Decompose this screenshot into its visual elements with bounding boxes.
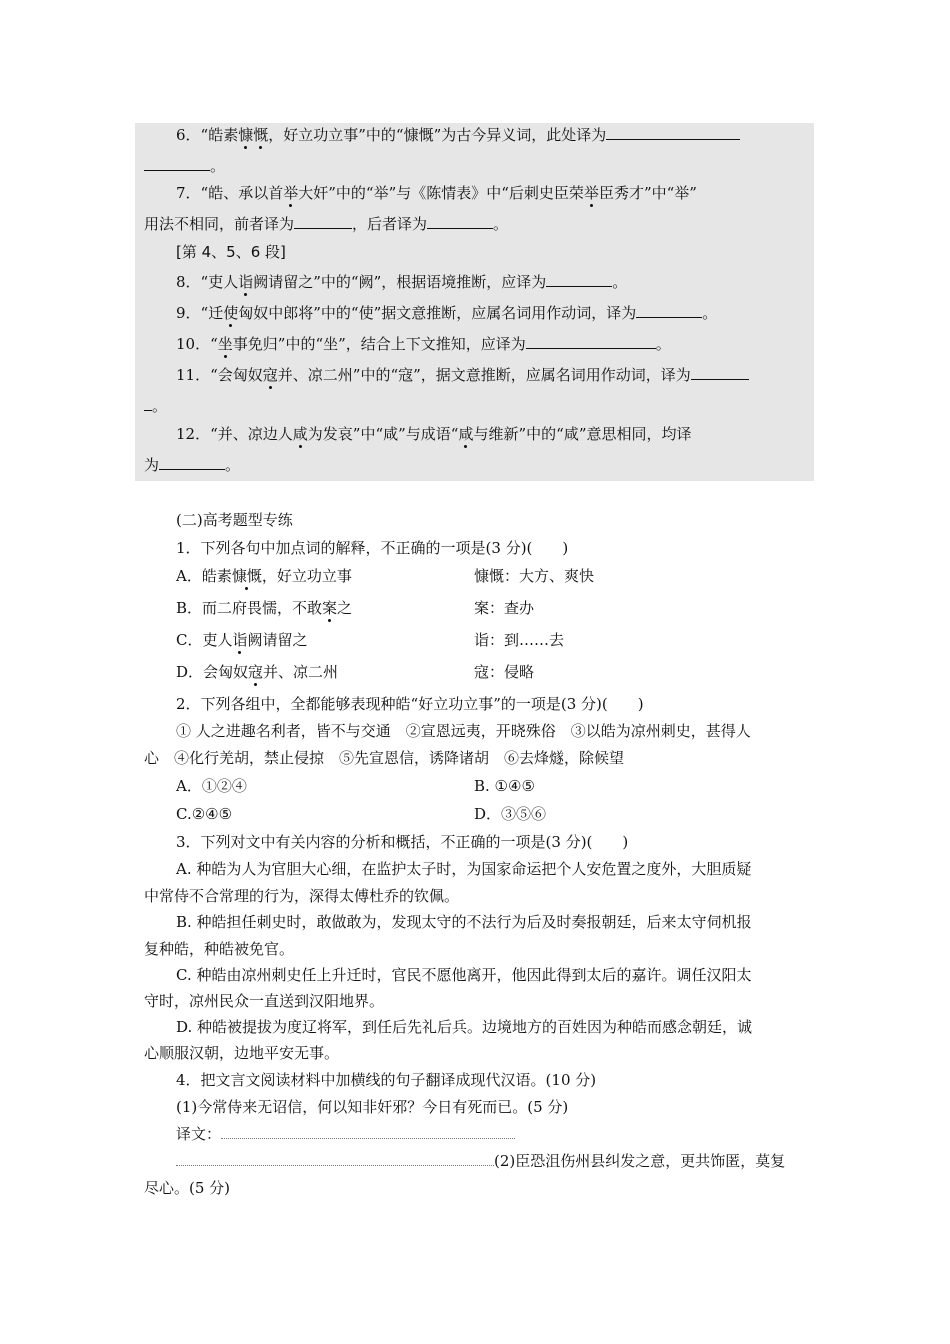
translation-answer-line[interactable] [176, 1151, 494, 1166]
answer-blank[interactable] [526, 333, 656, 349]
exam-question-3-stem: 3．下列对文中有关内容的分析和概括，不正确的一项是(3 分)( ) [176, 833, 629, 851]
exam-q3-option-c-line2[interactable]: 守时，凉州民众一直送到汉阳地界。 [144, 992, 385, 1010]
vocab-question-7: 7．“皓、承以首举大奸”中的“举”与《陈情表》中“后刺史臣荣举臣秀才”中“举” [176, 184, 697, 202]
vocab-question-7-cont: 用法不相同，前者译为 ，后者译为 。 [144, 215, 509, 233]
exam-q1-gloss-b: 案：查办 [474, 599, 535, 617]
exam-q3-option-b-line1[interactable]: B. 种皓担任刺史时，敢做敢为，发现太守的不法行为后及时奏报朝廷，后来太守伺机报 [176, 913, 752, 931]
exam-q3-option-a-line2[interactable]: 中常侍不合常理的行为，深得太傅杜乔的钦佩。 [144, 887, 460, 905]
section-label: [第 4、5、6 段] [176, 243, 286, 261]
exam-q1-option-c[interactable]: C．吏人诣阙请留之 [176, 631, 308, 649]
exam-heading: (二)高考题型专练 [176, 511, 293, 529]
answer-blank[interactable] [159, 454, 225, 470]
vocab-question-11: 11．“会匈奴寇并、凉二州”中的“寇”，据文意推断，应属名词用作动词，译为 [176, 364, 749, 385]
exam-q2-option-b[interactable]: B. ①④⑤ [474, 777, 535, 795]
vocab-question-11-cont: 。 [144, 395, 167, 416]
vocab-question-12-cont: 为 。 [144, 456, 241, 474]
exam-q2-items-line1: ① 人之进趣名利者，皆不与交通 ②宣恩远夷，开晓殊俗 ③以皓为凉州刺史，甚得人 [176, 722, 751, 740]
vocab-question-9: 9．“迁使匈奴中郎将”中的“使”据文意推断，应属名词用作动词，译为 。 [176, 304, 718, 322]
exam-question-1-stem: 1．下列各句中加点词的解释，不正确的一项是(3 分)( ) [176, 539, 569, 557]
exam-q3-option-d-line2[interactable]: 心顺服汉朝，边地平安无事。 [144, 1044, 340, 1062]
answer-blank[interactable] [427, 213, 493, 229]
exam-q2-option-a[interactable]: A．①②④ [176, 777, 247, 795]
exam-q3-option-b-line2[interactable]: 复种皓，种皓被免官。 [144, 940, 295, 958]
vocab-question-12: 12．“并、凉边人咸为发哀”中“咸”与成语“咸与维新”中的“咸”意思相同，均译 [176, 425, 692, 443]
exam-q1-option-b[interactable]: B．而二府畏懦，不敢案之 [176, 599, 353, 617]
vocab-question-8: 8．“吏人诣阙请留之”中的“阙”，根据语境推断，应译为 。 [176, 273, 628, 291]
exam-q4-translation-row: 译文： [176, 1124, 515, 1144]
translation-answer-line[interactable] [221, 1124, 515, 1139]
exam-q1-gloss-a: 慷慨：大方、爽快 [474, 567, 595, 585]
exam-q2-option-d[interactable]: D．③⑤⑥ [474, 805, 547, 823]
answer-blank[interactable] [144, 155, 210, 171]
exam-q3-option-d-line1[interactable]: D. 种皓被提拔为度辽将军，到任后先礼后兵。边境地方的百姓因为种皓而感念朝廷，诚 [176, 1018, 753, 1036]
vocab-question-6-cont: 。 [144, 155, 225, 176]
exam-q4-sentence-1: (1)今常侍来无诏信，何以知非奸邪？今日有死而已。(5 分) [176, 1098, 569, 1116]
exam-q1-gloss-d: 寇：侵略 [474, 663, 535, 681]
answer-blank[interactable] [546, 271, 612, 287]
vocab-question-10: 10．“坐事免归”中的“坐”，结合上下文推知，应译为 。 [176, 335, 671, 353]
exam-q4-sentence-2-cont: 尽心。(5 分) [144, 1179, 231, 1197]
exam-q3-option-c-line1[interactable]: C. 种皓由凉州刺史任上升迁时，官民不愿他离开，他因此得到太后的嘉许。调任汉阳太 [176, 966, 752, 984]
exam-question-2-stem: 2．下列各组中，全都能够表现种皓“好立功立事”的一项是(3 分)( ) [176, 695, 644, 713]
answer-blank[interactable] [294, 213, 352, 229]
exam-q1-option-d[interactable]: D．会匈奴寇并、凉二州 [176, 663, 339, 681]
answer-blank[interactable] [606, 124, 740, 140]
vocab-question-6: 6．“皓素慷慨，好立功立事”中的“慷慨”为古今异义词，此处译为 [176, 124, 740, 145]
exam-q2-option-c[interactable]: C.②④⑤ [176, 805, 233, 823]
exam-q3-option-a-line1[interactable]: A. 种皓为人为官胆大心细，在监护太子时，为国家命运把个人安危置之度外，大胆质疑 [176, 860, 752, 878]
answer-blank[interactable] [691, 364, 749, 380]
answer-blank[interactable] [636, 302, 702, 318]
answer-blank[interactable] [144, 395, 152, 411]
exam-q1-gloss-c: 诣：到……去 [474, 631, 565, 649]
exam-question-4-stem: 4．把文言文阅读材料中加横线的句子翻译成现代汉语。(10 分) [176, 1071, 597, 1089]
exam-q1-option-a[interactable]: A．皓素慷慨，好立功立事 [176, 567, 352, 585]
exam-q4-sentence-2-row: (2)臣恐沮伤州县纠发之意，更共饰匿，莫复 [176, 1151, 785, 1171]
exam-q2-items-line2: 心 ④化行羌胡，禁止侵掠 ⑤先宣恩信，诱降诸胡 ⑥去烽燧，除候望 [144, 749, 625, 767]
